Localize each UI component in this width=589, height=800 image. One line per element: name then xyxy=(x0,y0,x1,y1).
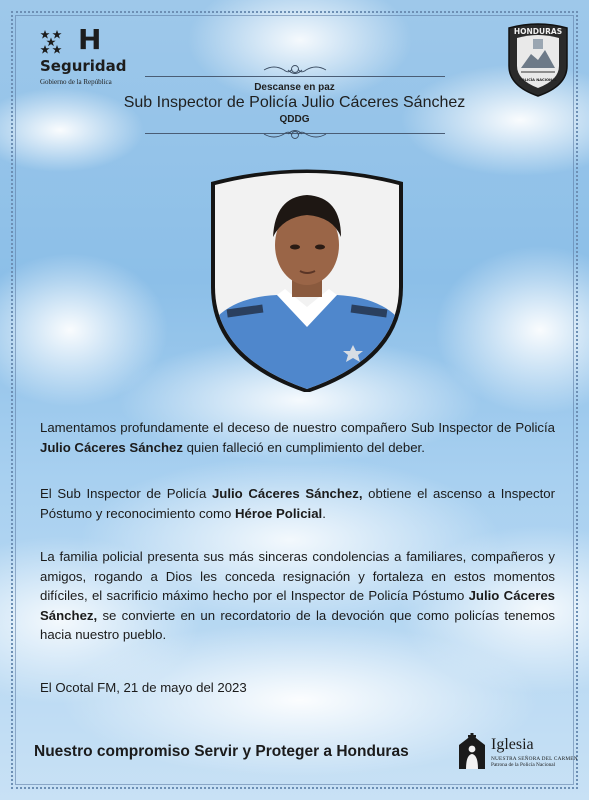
descanse-text: Descanse en paz xyxy=(254,82,335,93)
qddg-text: QDDG xyxy=(279,114,310,125)
date-line: El Ocotal FM, 21 de mayo del 2023 xyxy=(40,680,247,695)
paragraph-family xyxy=(40,547,555,645)
p3-text-c: se convierte en un recordatorio de la devoción que como policías tenemos hacia nuestro pueblo. xyxy=(40,607,555,642)
church-subtitle: NUESTRA SEÑORA DEL CARMEN xyxy=(491,756,578,762)
five-star-icon xyxy=(40,30,74,54)
badge-bottom-text: POLICÍA NACIONAL xyxy=(518,78,558,82)
p1-name: Julio Cáceres Sánchez xyxy=(40,439,183,455)
p2-name: Julio Cáceres Sánchez, xyxy=(211,486,363,501)
ornament-icon xyxy=(262,63,328,77)
church-icon xyxy=(457,733,487,771)
logo-word: Seguridad xyxy=(40,57,127,75)
ornament-icon xyxy=(262,127,328,141)
motto-text: Nuestro compromiso Servir y Proteger a Honduras xyxy=(34,743,409,760)
paragraph-condolence xyxy=(40,418,555,457)
p1-text-a: Lamentamos profundamente el deceso de nuestro compañero Sub Inspector de Policía xyxy=(40,420,555,435)
logo-mark: H xyxy=(78,23,102,56)
paragraph-promotion xyxy=(40,484,555,523)
header-rule-top xyxy=(145,76,445,77)
p1-text-c: quien falleció en cumplimiento del deber. xyxy=(182,439,425,455)
church-patron: Patrona de la Policía Nacional xyxy=(491,762,556,768)
church-logo xyxy=(457,733,578,773)
logo-subtitle: Gobierno de la República xyxy=(40,78,112,86)
p3-name: Julio Cáceres Sánchez, xyxy=(40,588,556,623)
church-name: Iglesia xyxy=(491,736,534,753)
badge-top-text: HONDURAS xyxy=(513,27,563,36)
p2-text-e: . xyxy=(322,505,326,521)
p2-text-c: obtiene el ascenso a Inspector Póstumo y reconocimiento como xyxy=(40,486,555,521)
officer-portrait xyxy=(207,167,407,392)
p2-text-a: El Sub Inspector de Policía xyxy=(40,486,212,501)
p3-text-a: La familia policial presenta sus más sinceras condolencias a familiares, compañeros y amigos, rogando a Dios les conceda resignación y fortaleza en estos momentos difíciles, el sacrificio máximo hecho por el Inspector de Policía Póstumo xyxy=(40,549,555,603)
rank-name: Sub Inspector de Policía Julio Cáceres Sánchez xyxy=(123,94,466,111)
p2-hero: Héroe Policial xyxy=(234,505,323,521)
